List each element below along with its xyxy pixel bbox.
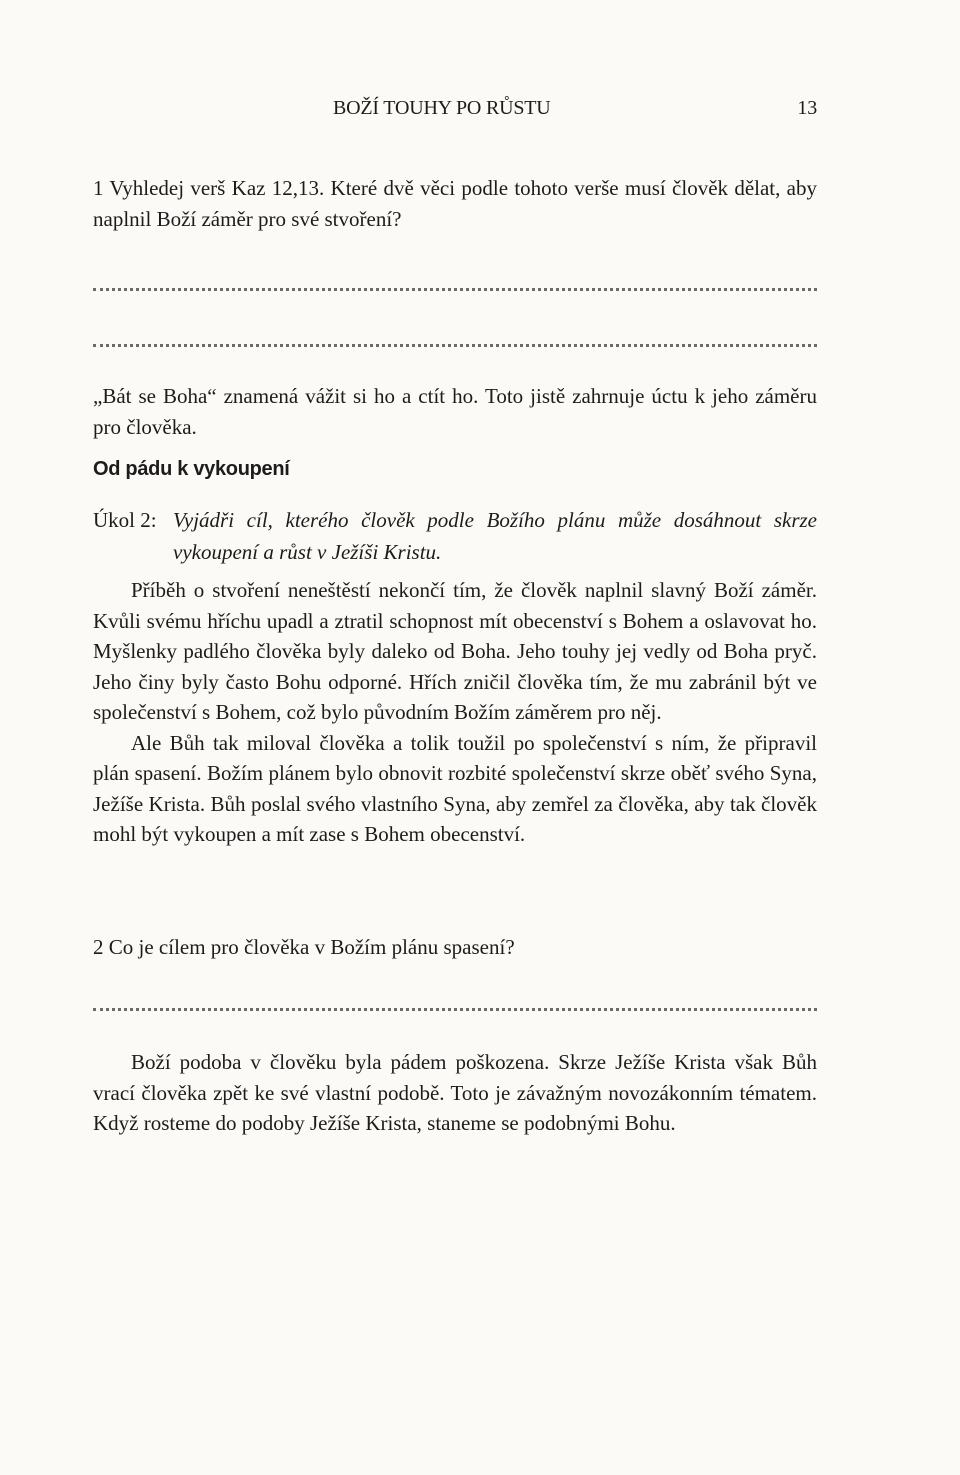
body-text <box>93 575 817 850</box>
running-header <box>93 97 817 123</box>
body-paragraph-fall: Příběh o stvoření neneštěstí nekončí tím, že člověk naplnil slavný Boží záměr. Kvůli svému hříchu upadl a ztratil schopnost mít obecenství s Bohem a oslavovat ho. Myšlenky padlého člověka byly daleko od Boha. Jeho touhy jej vedly od Boha pryč. Jeho činy byly často Bohu odporné. Hřích zničil člověka tím, že mu zabránil být ve společenství s Bohem, což bylo původním Božím záměrem pro něj. <box>93 578 817 724</box>
paragraph-fear-of-god: „Bát se Boha“ znamená vážit si ho a ctít ho. Toto jistě zahrnuje úctu k jeho záměru pro člověka. <box>93 384 817 439</box>
section-heading: Od pádu k vykoupení <box>93 458 290 480</box>
closing-paragraph: Boží podoba v člověku byla pádem poškozena. Skrze Ježíše Krista však Bůh vrací člověka zpět ke své vlastní podobě. Toto je závažným novozákonním tématem. Když rosteme do podoby Ježíše Krista, staneme se podobnými Bohu. <box>93 1050 817 1135</box>
task-2-label: Úkol 2: <box>93 508 157 532</box>
answer-line-3[interactable] <box>93 998 817 1011</box>
page-number: 13 <box>797 97 817 119</box>
task-2-text: Vyjádři cíl, kterého člověk podle Božího plánu může dosáhnout skrze vykoupení a růst v Ježíši Kristu. <box>173 508 817 564</box>
answer-line-2[interactable] <box>93 334 817 347</box>
question-1: 1 Vyhledej verš Kaz 12,13. Které dvě věci podle tohoto verše musí člověk dělat, aby naplnil Boží záměr pro své stvoření? <box>93 176 817 231</box>
body-paragraph-salvation: Ale Bůh tak miloval člověka a tolik toužil po společenství s ním, že připravil plán spasení. Božím plánem bylo obnovit rozbité společenství skrze oběť svého Syna, Ježíše Krista. Bůh poslal svého vlastního Syna, aby zemřel za člověka, aby tak člověk mohl být vykoupen a mít zase s Bohem obecenství. <box>93 730 817 846</box>
task-2 <box>93 504 817 568</box>
question-2: 2 Co je cílem pro člověka v Božím plánu spasení? <box>93 935 515 959</box>
running-header-title: BOŽÍ TOUHY PO RŮSTU <box>333 97 551 119</box>
answer-line-1[interactable] <box>93 278 817 291</box>
